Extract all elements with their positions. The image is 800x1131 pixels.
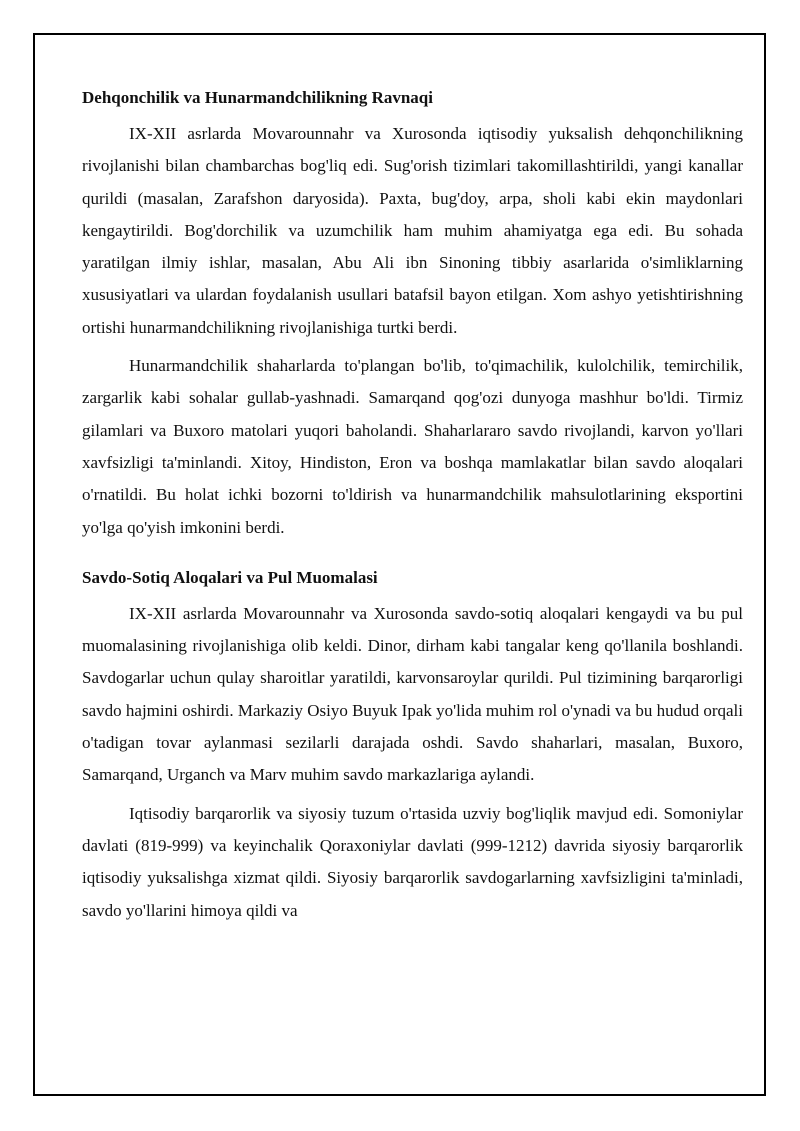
section-heading-agriculture: Dehqonchilik va Hunarmandchilikning Ravnaqi	[82, 88, 433, 107]
paragraph-stability: Iqtisodiy barqarorlik va siyosiy tuzum o'rtasida uzviy bog'liqlik mavjud edi. Somoniylar davlati (819-999) va keyinchalik Qoraxoniylar davlati (999-1212) davrida siyosiy barqarorlik iqtisodiy yuksalishga xizmat qildi. Siyosiy barqarorlik savdogarlarning xavfsizligini ta'minladi, savdo yo'llarini himoya qildi va	[82, 803, 743, 920]
document-body	[82, 86, 743, 933]
paragraph-trade: IX-XII asrlarda Movarounnahr va Xurosonda savdo-sotiq aloqalari kengaydi va bu pul muomalasining rivojlanishiga olib keldi. Dinor, dirham kabi tangalar keng qo'llanila boshlandi. Savdogarlar uchun qulay sharoitlar yaratildi, karvonsaroylar qurildi. Pul tizimining barqarorligi savdo hajmini oshirdi. Markaziy Osiyo Buyuk Ipak yo'lida muhim rol o'ynadi va bu hudud orqali o'tadigan tovar aylanmasi sezilarli darajada oshdi. Savdo shaharlari, masalan, Buxoro, Samarqand, Urganch va Marv muhim savdo markazlariga aylandi.	[82, 603, 744, 785]
paragraph-agriculture: IX-XII asrlarda Movarounnahr va Xurosonda iqtisodiy yuksalish dehqonchilikning rivojlanishi bilan chambarchas bog'liq edi. Sug'orish tizimlari takomillashtirildi, yangi kanallar qurildi (masalan, Zarafshon daryosida). Paxta, bug'doy, arpa, sholi kabi ekin maydonlari kengaytirildi. Bog'dorchilik va uzumchilik ham muhim ahamiyatga ega edi. Bu sohada yaratilgan ilmiy ishlar, masalan, Abu Ali ibn Sinoning tibbiy asarlarida o'simliklarning xususiyatlari va ulardan foydalanish usullari batafsil bayon etilgan. Xom ashyo yetishtirishning ortishi hunarmandchilikning rivojlanishiga turtki berdi.	[82, 124, 743, 337]
paragraph-crafts: Hunarmandchilik shaharlarda to'plangan bo'lib, to'qimachilik, kulolchilik, temirchilik, zargarlik kabi sohalar gullab-yashnadi. Samarqand qog'ozi dunyoga mashhur bo'ldi. Tirmiz gilamlari va Buxoro matolari yuqori baholandi. Shaharlararo savdo rivojlandi, karvon yo'llari xavfsizligi ta'minlandi. Xitoy, Hindiston, Eron va boshqa mamlakatlar bilan savdo aloqalari o'rnatildi. Bu holat ichki bozorni to'ldirish va hunarmandchilik mahsulotlarining eksportini yo'lga qo'yish imkonini berdi.	[82, 356, 743, 537]
section-heading-trade: Savdo-Sotiq Aloqalari va Pul Muomalasi	[82, 567, 378, 587]
